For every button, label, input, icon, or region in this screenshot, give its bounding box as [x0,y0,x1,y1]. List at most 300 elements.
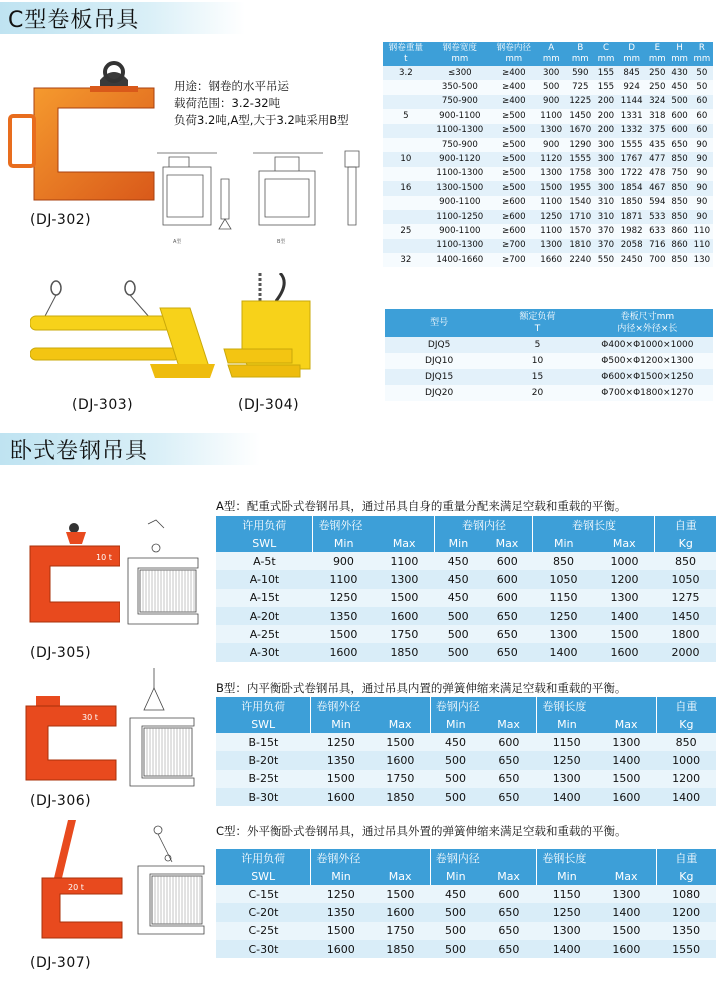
table-row [385,353,713,369]
table-cell [383,196,429,210]
model-dj-305: (DJ-305) [30,645,92,661]
table-cell: 1500 [537,181,566,195]
table-cell: 3.2 [383,66,429,80]
table-row [216,643,716,661]
table-cell: 1400 [597,903,657,921]
type-b-table [216,697,716,806]
table-cell: ≥400 [491,80,537,94]
table-cell: C-25t [216,922,311,940]
table-cell: 633 [646,224,668,238]
table-cell: 550 [595,253,617,267]
type-c-table [216,849,716,958]
table-cell: 1300 [533,625,594,643]
col-header: Min [313,534,374,552]
capacity-tag: 10 t [96,553,112,562]
table-cell: 1400 [533,643,594,661]
dj-305-drawing [122,518,202,630]
table-cell: 750-900 [429,95,491,109]
table-cell: 110 [691,224,713,238]
col-header: Min [311,867,371,885]
type-a-table [216,516,716,662]
table-cell: 750 [668,167,690,181]
usage-text [174,78,349,129]
table-cell: 1540 [566,196,595,210]
table-cell: 850 [656,733,716,751]
table-cell: 900 [313,552,374,570]
section-title-text: 卧式卷钢吊具 [10,438,149,464]
table-cell: 1100 [313,570,374,588]
coil-spec-table [383,42,713,267]
table-cell: 500 [435,607,482,625]
col-header: A mm [537,42,566,66]
dj-304-photo [220,273,340,388]
table-cell: 2000 [655,643,716,661]
table-cell: 1600 [311,940,371,958]
table-cell: 1670 [566,124,595,138]
table-cell: 370 [595,224,617,238]
col-header: Max [371,715,431,733]
table-cell: 155 [595,66,617,80]
table-row [383,124,713,138]
table-cell: 2240 [566,253,595,267]
table-cell: 1500 [313,625,374,643]
table-cell: 300 [595,152,617,166]
col-header: Max [374,534,435,552]
table-row [216,733,716,751]
table-cell: 2058 [617,239,646,253]
table-cell: DJQ20 [385,385,493,401]
table-cell: 1750 [371,770,431,788]
table-cell: 650 [481,922,537,940]
table-cell: ≥500 [491,138,537,152]
col-header: Max [371,867,431,885]
table-row [383,239,713,253]
table-cell: 1570 [566,224,595,238]
table-cell: 1350 [311,903,371,921]
table-row [216,770,716,788]
table-cell: A-25t [216,625,313,643]
table-cell: 16 [383,181,429,195]
table-cell: 1800 [655,625,716,643]
table-header-row [385,309,713,337]
table-cell: 860 [668,239,690,253]
table-cell: 1500 [371,733,431,751]
table-cell: 1275 [655,589,716,607]
col-header: B mm [566,42,595,66]
table-row [383,95,713,109]
table-cell: 1600 [313,643,374,661]
table-cell: 1555 [566,152,595,166]
col-header: 卷钢内径 [430,697,537,715]
col-header: 自重 [655,516,716,534]
table-cell: 1450 [655,607,716,625]
table-header-row [216,697,716,715]
table-cell: 650 [481,940,537,958]
col-header: D mm [617,42,646,66]
col-header: 卷钢内径 [430,849,537,867]
table-row [383,167,713,181]
table-cell: 1600 [594,643,655,661]
col-header: Min [430,867,481,885]
model-dj-304: (DJ-304) [238,397,300,413]
table-cell: 318 [646,109,668,123]
table-cell: 600 [481,885,537,903]
table-cell: 450 [435,552,482,570]
table-cell: 1250 [311,885,371,903]
table-cell: 600 [481,589,533,607]
model-dj-306: (DJ-306) [30,793,92,809]
table-cell: C-20t [216,903,311,921]
table-cell: 450 [430,885,481,903]
dj-305-photo [16,522,120,632]
table-cell: 375 [646,124,668,138]
table-body [216,733,716,806]
model-dj-302: (DJ-302) [30,212,92,228]
table-row [383,109,713,123]
table-cell: 900-1120 [429,152,491,166]
table-cell: DJQ15 [385,369,493,385]
col-header: Min [537,715,597,733]
table-cell: 1810 [566,239,595,253]
table-cell: 500 [430,770,481,788]
table-body [383,66,713,267]
table-cell: DJQ5 [385,337,493,353]
table-cell: 594 [646,196,668,210]
table-cell: 60 [691,109,713,123]
table-cell: 370 [595,239,617,253]
table-cell [383,138,429,152]
table-cell: 130 [691,253,713,267]
table-cell: 1250 [537,903,597,921]
col-header: Min [430,715,481,733]
table-header-row [216,849,716,867]
table-header-row [383,42,713,66]
table-cell: 1500 [311,770,371,788]
table-cell: 500 [435,625,482,643]
table-cell: 450 [668,80,690,94]
table-row [383,152,713,166]
table-row [216,570,716,588]
table-cell: ≥400 [491,95,537,109]
table-cell: 1854 [617,181,646,195]
table-cell: 1300 [537,167,566,181]
table-cell: 1100-1300 [429,239,491,253]
capacity-tag: 30 t [82,713,98,722]
table-cell: 310 [595,210,617,224]
table-cell: 1200 [656,770,716,788]
table-cell: DJQ10 [385,353,493,369]
table-cell: 1100 [537,109,566,123]
table-cell: 90 [691,152,713,166]
col-header: 钢卷重量 t [383,42,429,66]
table-cell: 750-900 [429,138,491,152]
drawing-label-a: A型 [173,239,182,245]
col-header: Min [533,534,594,552]
table-cell: Φ400×Φ1000×1000 [582,337,713,353]
table-cell: 1100 [374,552,435,570]
table-cell: 850 [533,552,594,570]
table-row [383,138,713,152]
table-cell: 300 [537,66,566,80]
col-header: 卷钢长度 [537,697,656,715]
col-header: Min [435,534,482,552]
table-cell: ≤300 [429,66,491,80]
table-cell: A-5t [216,552,313,570]
table-cell: 650 [481,643,533,661]
table-cell: 1250 [537,751,597,769]
table-cell: 1050 [533,570,594,588]
table-cell: 1000 [594,552,655,570]
table-cell: 50 [691,80,713,94]
col-header: E mm [646,42,668,66]
table-cell: 430 [668,66,690,80]
dj-307-photo [28,818,124,946]
table-cell: 1850 [617,196,646,210]
table-cell: 250 [646,80,668,94]
table-header-row [216,867,716,885]
table-cell: 1200 [656,903,716,921]
table-cell: ≥700 [491,253,537,267]
table-row [383,66,713,80]
table-cell: 1100-1250 [429,210,491,224]
model-dj-307: (DJ-307) [30,955,92,971]
dj-306-photo [20,690,120,790]
col-header: SWL [216,867,311,885]
col-header: SWL [216,534,313,552]
table-cell: 1955 [566,181,595,195]
table-cell: 1600 [374,607,435,625]
table-cell: 500 [537,80,566,94]
table-cell: 900-1100 [429,109,491,123]
table-cell: 1000 [656,751,716,769]
table-cell [383,95,429,109]
col-header: 钢卷宽度 mm [429,42,491,66]
col-header: Max [481,534,533,552]
table-cell: 1710 [566,210,595,224]
col-header: 卷钢内径 [435,516,533,534]
table-cell: 600 [481,552,533,570]
table-cell: 1500 [597,922,657,940]
table-cell: 1120 [537,152,566,166]
table-cell: 15 [493,369,582,385]
table-cell: Φ500×Φ1200×1300 [582,353,713,369]
table-cell: 1400 [537,940,597,958]
dj-303-photo [30,278,230,390]
table-cell [383,239,429,253]
table-cell: 90 [691,181,713,195]
table-cell: ≥500 [491,124,537,138]
table-cell: 500 [430,751,481,769]
table-cell: 25 [383,224,429,238]
table-cell: 1300 [537,239,566,253]
col-header: R mm [691,42,713,66]
table-cell: 1400 [597,751,657,769]
table-cell: ≥600 [491,196,537,210]
col-header: Max [597,715,657,733]
table-cell: 1100 [537,196,566,210]
col-header: Max [481,715,537,733]
col-header: C mm [595,42,617,66]
table-row [383,181,713,195]
table-cell: ≥700 [491,239,537,253]
table-cell: 1300 [597,885,657,903]
table-cell: 650 [481,770,537,788]
table-cell: 900-1100 [429,224,491,238]
table-row [385,337,713,353]
table-cell: B-15t [216,733,311,751]
table-row [216,940,716,958]
table-cell: 450 [435,589,482,607]
table-cell: 1300-1500 [429,181,491,195]
table-cell: 1250 [537,210,566,224]
model-dj-303: (DJ-303) [72,397,134,413]
table-cell: 1300 [537,770,597,788]
table-cell: 450 [435,570,482,588]
table-cell: 1250 [313,589,374,607]
table-cell [383,80,429,94]
table-cell: 1660 [537,253,566,267]
table-cell: 1200 [594,570,655,588]
section-title-horizontal [0,433,260,465]
table-cell: 845 [617,66,646,80]
table-cell: 1300 [537,124,566,138]
dj-306-drawing [124,668,204,796]
table-cell: ≥500 [491,109,537,123]
table-cell: 600 [481,733,537,751]
table-row [216,885,716,903]
table-cell: 60 [691,124,713,138]
technical-drawing [155,145,375,250]
col-header: Kg [656,867,716,885]
table-cell: 500 [435,643,482,661]
table-row [216,922,716,940]
table-cell: 850 [668,152,690,166]
table-cell [383,210,429,224]
table-cell: ≥500 [491,167,537,181]
table-cell: 924 [617,80,646,94]
table-cell: 1758 [566,167,595,181]
table-cell: 450 [430,733,481,751]
col-header: 许用负荷 [216,697,311,715]
table-row [216,552,716,570]
table-row [383,210,713,224]
table-cell: 2450 [617,253,646,267]
col-header: 卷钢外径 [311,697,430,715]
table-cell: A-30t [216,643,313,661]
drawing-label-b: B型 [277,239,286,245]
table-cell: 1290 [566,138,595,152]
dj-307-drawing [132,822,212,944]
table-cell [383,167,429,181]
table-cell: 533 [646,210,668,224]
table-cell: 1350 [311,751,371,769]
table-cell: 850 [668,210,690,224]
col-header: H mm [668,42,690,66]
table-body [385,337,713,401]
table-cell: 300 [595,181,617,195]
col-header: 卷钢长度 [533,516,655,534]
table-cell: ≥500 [491,152,537,166]
table-cell: 435 [646,138,668,152]
table-cell: 500 [430,940,481,958]
table-cell: A-15t [216,589,313,607]
table-cell: ≥400 [491,66,537,80]
table-row [216,903,716,921]
table-cell: 1500 [597,770,657,788]
table-cell: 500 [430,903,481,921]
table-cell: 300 [595,167,617,181]
table-cell: 200 [595,95,617,109]
table-row [383,80,713,94]
table-header-row [216,534,716,552]
table-cell: 1300 [597,733,657,751]
table-cell: 200 [595,124,617,138]
usage-line: 载荷范围：3.2-32吨 [174,96,281,110]
table-cell: 1400 [537,788,597,806]
table-cell: 1555 [617,138,646,152]
col-header: 卷板尺寸mm 内径×外径×长 [582,309,713,337]
table-cell: ≥600 [491,224,537,238]
type-c-description: C型：外平衡卧式卷钢吊具，通过吊具外置的弹簧伸缩来满足空载和重载的平衡。 [216,824,627,838]
table-cell: 350-500 [429,80,491,94]
table-cell: 477 [646,152,668,166]
type-a-description: A型：配重式卧式卷钢吊具，通过吊具自身的重量分配来满足空载和重载的平衡。 [216,499,627,513]
table-cell: 500 [430,922,481,940]
table-cell: 478 [646,167,668,181]
table-row [216,788,716,806]
col-header: Kg [656,715,716,733]
table-row [216,589,716,607]
table-cell: 1300 [537,922,597,940]
col-header: 卷钢外径 [311,849,430,867]
table-cell: 5 [493,337,582,353]
table-cell: 700 [646,253,668,267]
table-cell: 1400 [656,788,716,806]
table-cell: 1331 [617,109,646,123]
dj-302-photo [4,60,164,210]
table-cell: 1871 [617,210,646,224]
table-cell: 1332 [617,124,646,138]
type-b-description: B型：内平衡卧式卷钢吊具，通过吊具内置的弹簧伸缩来满足空载和重载的平衡。 [216,681,627,695]
col-header: 额定负荷 T [493,309,582,337]
col-header: 自重 [656,849,716,867]
capacity-tag: 20 t [68,883,84,892]
table-row [216,607,716,625]
table-cell: 1750 [371,922,431,940]
table-cell: 310 [595,196,617,210]
table-cell: 1982 [617,224,646,238]
table-cell: 850 [668,181,690,195]
table-cell: 90 [691,210,713,224]
table-cell: C-15t [216,885,311,903]
table-cell: 1350 [656,922,716,940]
table-cell: 1100-1300 [429,124,491,138]
table-row [385,385,713,401]
table-cell: 1767 [617,152,646,166]
table-cell: 1850 [371,788,431,806]
table-cell: ≥500 [491,181,537,195]
table-cell: 600 [668,109,690,123]
table-cell: 90 [691,167,713,181]
table-cell: Φ600×Φ1500×1250 [582,369,713,385]
table-cell: 200 [595,109,617,123]
table-cell: 600 [668,124,690,138]
table-cell: 1300 [594,589,655,607]
table-cell: 650 [481,751,537,769]
section-title-c-type [0,2,245,34]
table-cell: 850 [655,552,716,570]
table-cell: 1850 [374,643,435,661]
